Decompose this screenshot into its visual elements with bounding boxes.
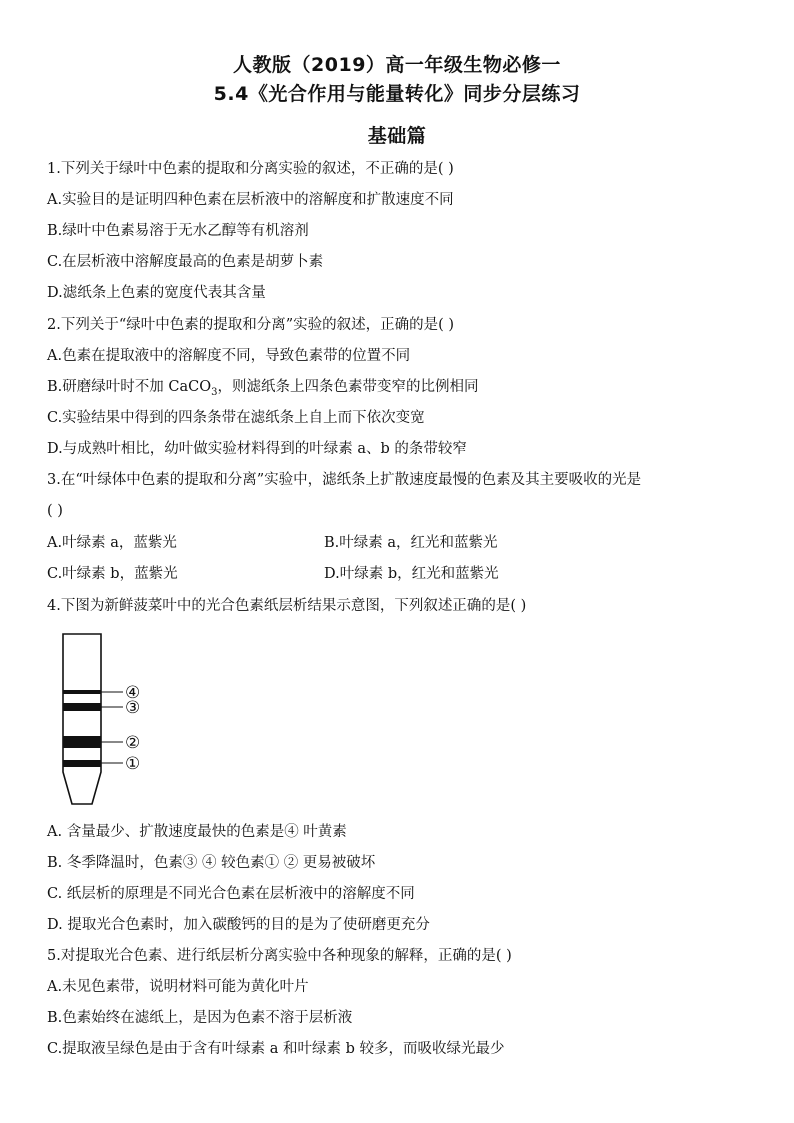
q2-option-b-subscript: 3 <box>211 386 218 398</box>
q2-option-b-post: ，则滤纸条上四条色素带变窄的比例相同 <box>217 379 479 395</box>
q4-option-c: C. 纸层析的原理是不同光合色素在层析液中的溶解度不同 <box>47 886 415 902</box>
pigment-band-2 <box>63 736 101 748</box>
q3-option-a: A.叶绿素 a，蓝紫光 <box>47 535 177 551</box>
title-line-1: 人教版（2019）高一年级生物必修一 <box>233 54 561 76</box>
band-label-4: ④ <box>125 683 141 703</box>
q3-option-c: C.叶绿素 b，蓝紫光 <box>47 566 178 582</box>
pigment-band-4 <box>63 690 101 694</box>
q1-option-c: C.在层析液中溶解度最高的色素是胡萝卜素 <box>47 254 324 270</box>
q3-stem: 3.在“叶绿体中色素的提取和分离”实验中，滤纸条上扩散速度最慢的色素及其主要吸收的光是 <box>47 472 642 488</box>
q4-option-b: B. 冬季降温时，色素③ ④ 较色素① ② 更易被破坏 <box>47 855 376 871</box>
band-label-2: ② <box>125 733 141 753</box>
q5-stem: 5.对提取光合色素、进行纸层析分离实验中各种现象的解释，正确的是( ) <box>47 948 512 964</box>
q2-option-c: C.实验结果中得到的四条条带在滤纸条上自上而下依次变宽 <box>47 410 425 426</box>
q4-stem: 4.下图为新鲜菠菜叶中的光合色素纸层析结果示意图，下列叙述正确的是( ) <box>47 598 527 614</box>
q5-option-c: C.提取液呈绿色是由于含有叶绿素 a 和叶绿素 b 较多，而吸收绿光最少 <box>47 1041 505 1057</box>
band-label-3: ③ <box>125 698 141 718</box>
q2-option-a: A.色素在提取液中的溶解度不同，导致色素带的位置不同 <box>47 348 411 364</box>
q5-option-a: A.未见色素带，说明材料可能为黄化叶片 <box>47 979 309 995</box>
chromatography-strip-figure <box>55 632 185 810</box>
band-label-1: ① <box>125 754 141 774</box>
pigment-band-1 <box>63 760 101 767</box>
q2-option-b <box>47 377 478 397</box>
q1-option-a: A.实验目的是证明四种色素在层析液中的溶解度和扩散速度不同 <box>47 192 454 208</box>
q2-option-d: D.与成熟叶相比，幼叶做实验材料得到的叶绿素 a、b 的条带较窄 <box>47 441 467 457</box>
q4-option-a: A. 含量最少、扩散速度最快的色素是④ 叶黄素 <box>47 824 347 840</box>
q2-stem: 2.下列关于“绿叶中色素的提取和分离”实验的叙述，正确的是( ) <box>47 317 455 333</box>
section-heading: 基础篇 <box>367 125 427 147</box>
q3-option-d: D.叶绿素 b，红光和蓝紫光 <box>324 566 499 582</box>
q5-option-b: B.色素始终在滤纸上，是因为色素不溶于层析液 <box>47 1010 353 1026</box>
q2-option-b-pre: B.研磨绿叶时不加 CaCO <box>47 379 212 395</box>
q4-option-d: D. 提取光合色素时，加入碳酸钙的目的是为了使研磨更充分 <box>47 917 430 933</box>
q3-option-b: B.叶绿素 a，红光和蓝紫光 <box>324 535 498 551</box>
q1-option-b: B.绿叶中色素易溶于无水乙醇等有机溶剂 <box>47 223 309 239</box>
q1-stem: 1.下列关于绿叶中色素的提取和分离实验的叙述，不正确的是( ) <box>47 161 454 177</box>
title-line-2: 5.4《光合作用与能量转化》同步分层练习 <box>213 83 581 105</box>
pigment-band-3 <box>63 703 101 711</box>
q3-stem-continued: ( ) <box>47 503 63 519</box>
q1-option-d: D.滤纸条上色素的宽度代表其含量 <box>47 285 266 301</box>
filter-paper-strip <box>63 634 101 804</box>
